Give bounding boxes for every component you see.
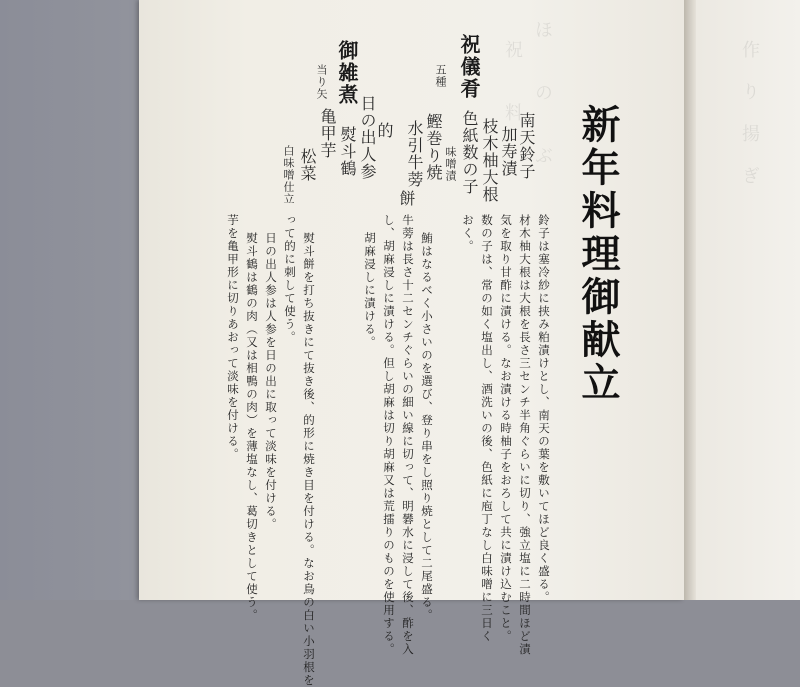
body-line: って的に刺して使う。 — [283, 214, 297, 344]
menu-item-yuzu-daikon: 枝木柚大根 — [480, 118, 499, 203]
menu-item-hinode-ninjin: 日の出人参 — [358, 95, 377, 180]
menu-heading-shugizakana: 祝儀肴 — [457, 34, 481, 100]
menu-item-misozuke: 味噌漬 — [444, 146, 457, 182]
menu-item-kasuzuke: 加寿漬 — [499, 126, 518, 177]
page-title: 新年料理御献立 — [575, 104, 621, 405]
body-line: 芋を亀甲形に切りあおって淡味を付ける。 — [226, 214, 240, 461]
menu-item-shiromiso: 白味噌仕立 — [282, 145, 295, 205]
body-line: 数の子は、常の如く塩出し、酒洗いの後、色紙に庖丁なし白味噌に三日く — [480, 214, 494, 643]
next-page-show-through: 作 り 揚 ぎ — [739, 40, 760, 187]
body-line: 材木柚大根は大根を長さ三センチ半角ぐらいに切り、強立塩に二時間ほど漬 — [518, 214, 532, 656]
body-line: 日の出人参は人参を日の出に取って淡味を付ける。 — [264, 232, 278, 531]
body-line: 熨斗鶴は鶴の肉（又は相鴨の肉）を薄塩なし、葛切きとして使う。 — [245, 232, 259, 622]
menu-item-atariya: 当り矢 — [315, 64, 328, 100]
body-line: 牛蒡は長さ十二センチぐらいの細い線に切って、明礬水に浸して後、酢を入 — [401, 214, 415, 656]
body-line: し、胡麻浸しに漬ける。但し胡麻は切り胡麻又は荒擂りのものを使用する。 — [382, 214, 396, 656]
next-page-edge — [696, 0, 800, 600]
body-line: 熨斗餅を打ち抜きにて抜き後、的形に焼き目を付ける。なお鳥の白い小羽根を — [302, 232, 316, 687]
show-through-text: ほ の ぶ — [532, 20, 553, 167]
menu-item-buri-yaki: 鰹巻り焼 — [424, 113, 443, 181]
page-gutter — [684, 0, 696, 600]
body-line: 胡麻浸しに漬ける。 — [363, 232, 377, 349]
menu-item-noshi-tsuru: 熨斗鶴 — [338, 126, 357, 177]
menu-item-mato: 的 — [375, 122, 394, 139]
menu-heading-ozoni: 御雑煮 — [335, 40, 359, 106]
menu-item-nanten-suzuko: 南天鈴子 — [517, 112, 536, 180]
menu-item-mizuhiki-gobo: 水引牛蒡 — [405, 120, 424, 188]
menu-item-kikko-imo: 亀甲芋 — [318, 108, 337, 159]
menu-item-matsuna: 松菜 — [298, 148, 317, 182]
menu-item-mochi: 餅 — [397, 190, 416, 207]
menu-item-kazunoko: 色紙数の子 — [460, 110, 479, 195]
body-line: 気を取り甘酢に漬ける。なお漬ける時柚子をおろして共に漬け込むこと。 — [499, 214, 513, 643]
body-line: 鮪はなるべく小さいのを選び、登り串をし照り焼として二尾盛る。 — [420, 232, 434, 622]
show-through-text-2: 祝 料 — [502, 40, 523, 124]
body-line: 鈴子は塞冷紗に挟み粕漬けとし、南天の葉を敷いてほど良く盛る。 — [537, 214, 551, 604]
menu-heading-goshu: 五種 — [434, 64, 447, 88]
body-line: おく。 — [461, 214, 475, 253]
